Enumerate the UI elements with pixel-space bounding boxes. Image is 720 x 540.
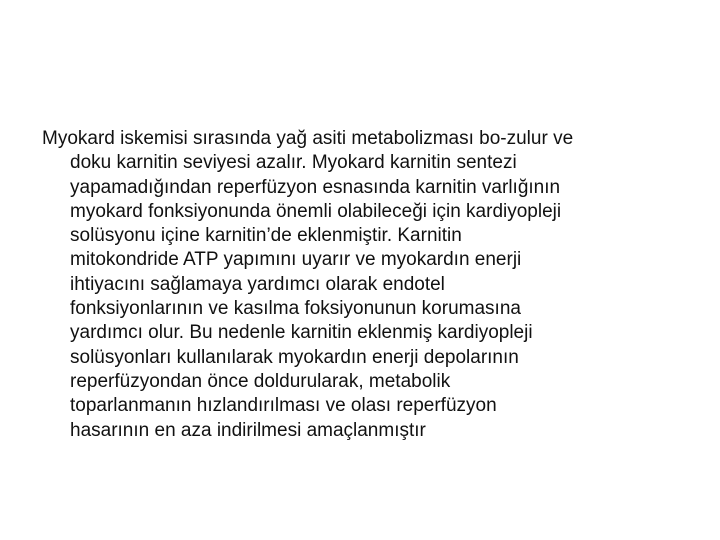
paragraph-line: yapamadığından reperfüzyon esnasında karnitin varlığının (70, 176, 561, 198)
paragraph-line: toparlanmanın hızlandırılması ve olası reperfüzyon (70, 395, 497, 417)
paragraph-line: mitokondride ATP yapımını uyarır ve myokardın enerji (70, 249, 522, 271)
paragraph-line: solüsyonu içine karnitin’de eklenmiştir. Karnitin (70, 225, 462, 247)
paragraph (42, 127, 682, 443)
paragraph-line: reperfüzyondan önce doldurularak, metabolik (70, 370, 451, 392)
paragraph-line: ihtiyacını sağlamaya yardımcı olarak endotel (70, 273, 445, 295)
paragraph-line: solüsyonları kullanılarak myokardın enerji depolarının (70, 346, 519, 368)
paragraph-line: fonksiyonlarının ve kasılma foksiyonunun korumasına (70, 298, 521, 320)
paragraph-line: yardımcı olur. Bu nedenle karnitin eklenmiş kardiyopleji (70, 322, 533, 344)
paragraph-line: Myokard iskemisi sırasında yağ asiti metabolizması bo-zulur ve (42, 128, 574, 149)
paragraph-line: myokard fonksiyonunda önemli olabileceği için kardiyopleji (70, 200, 562, 222)
paragraph-line: hasarının en aza indirilmesi amaçlanmıştır (70, 419, 426, 441)
paragraph-line: doku karnitin seviyesi azalır. Myokard karnitin sentezi (70, 152, 517, 174)
